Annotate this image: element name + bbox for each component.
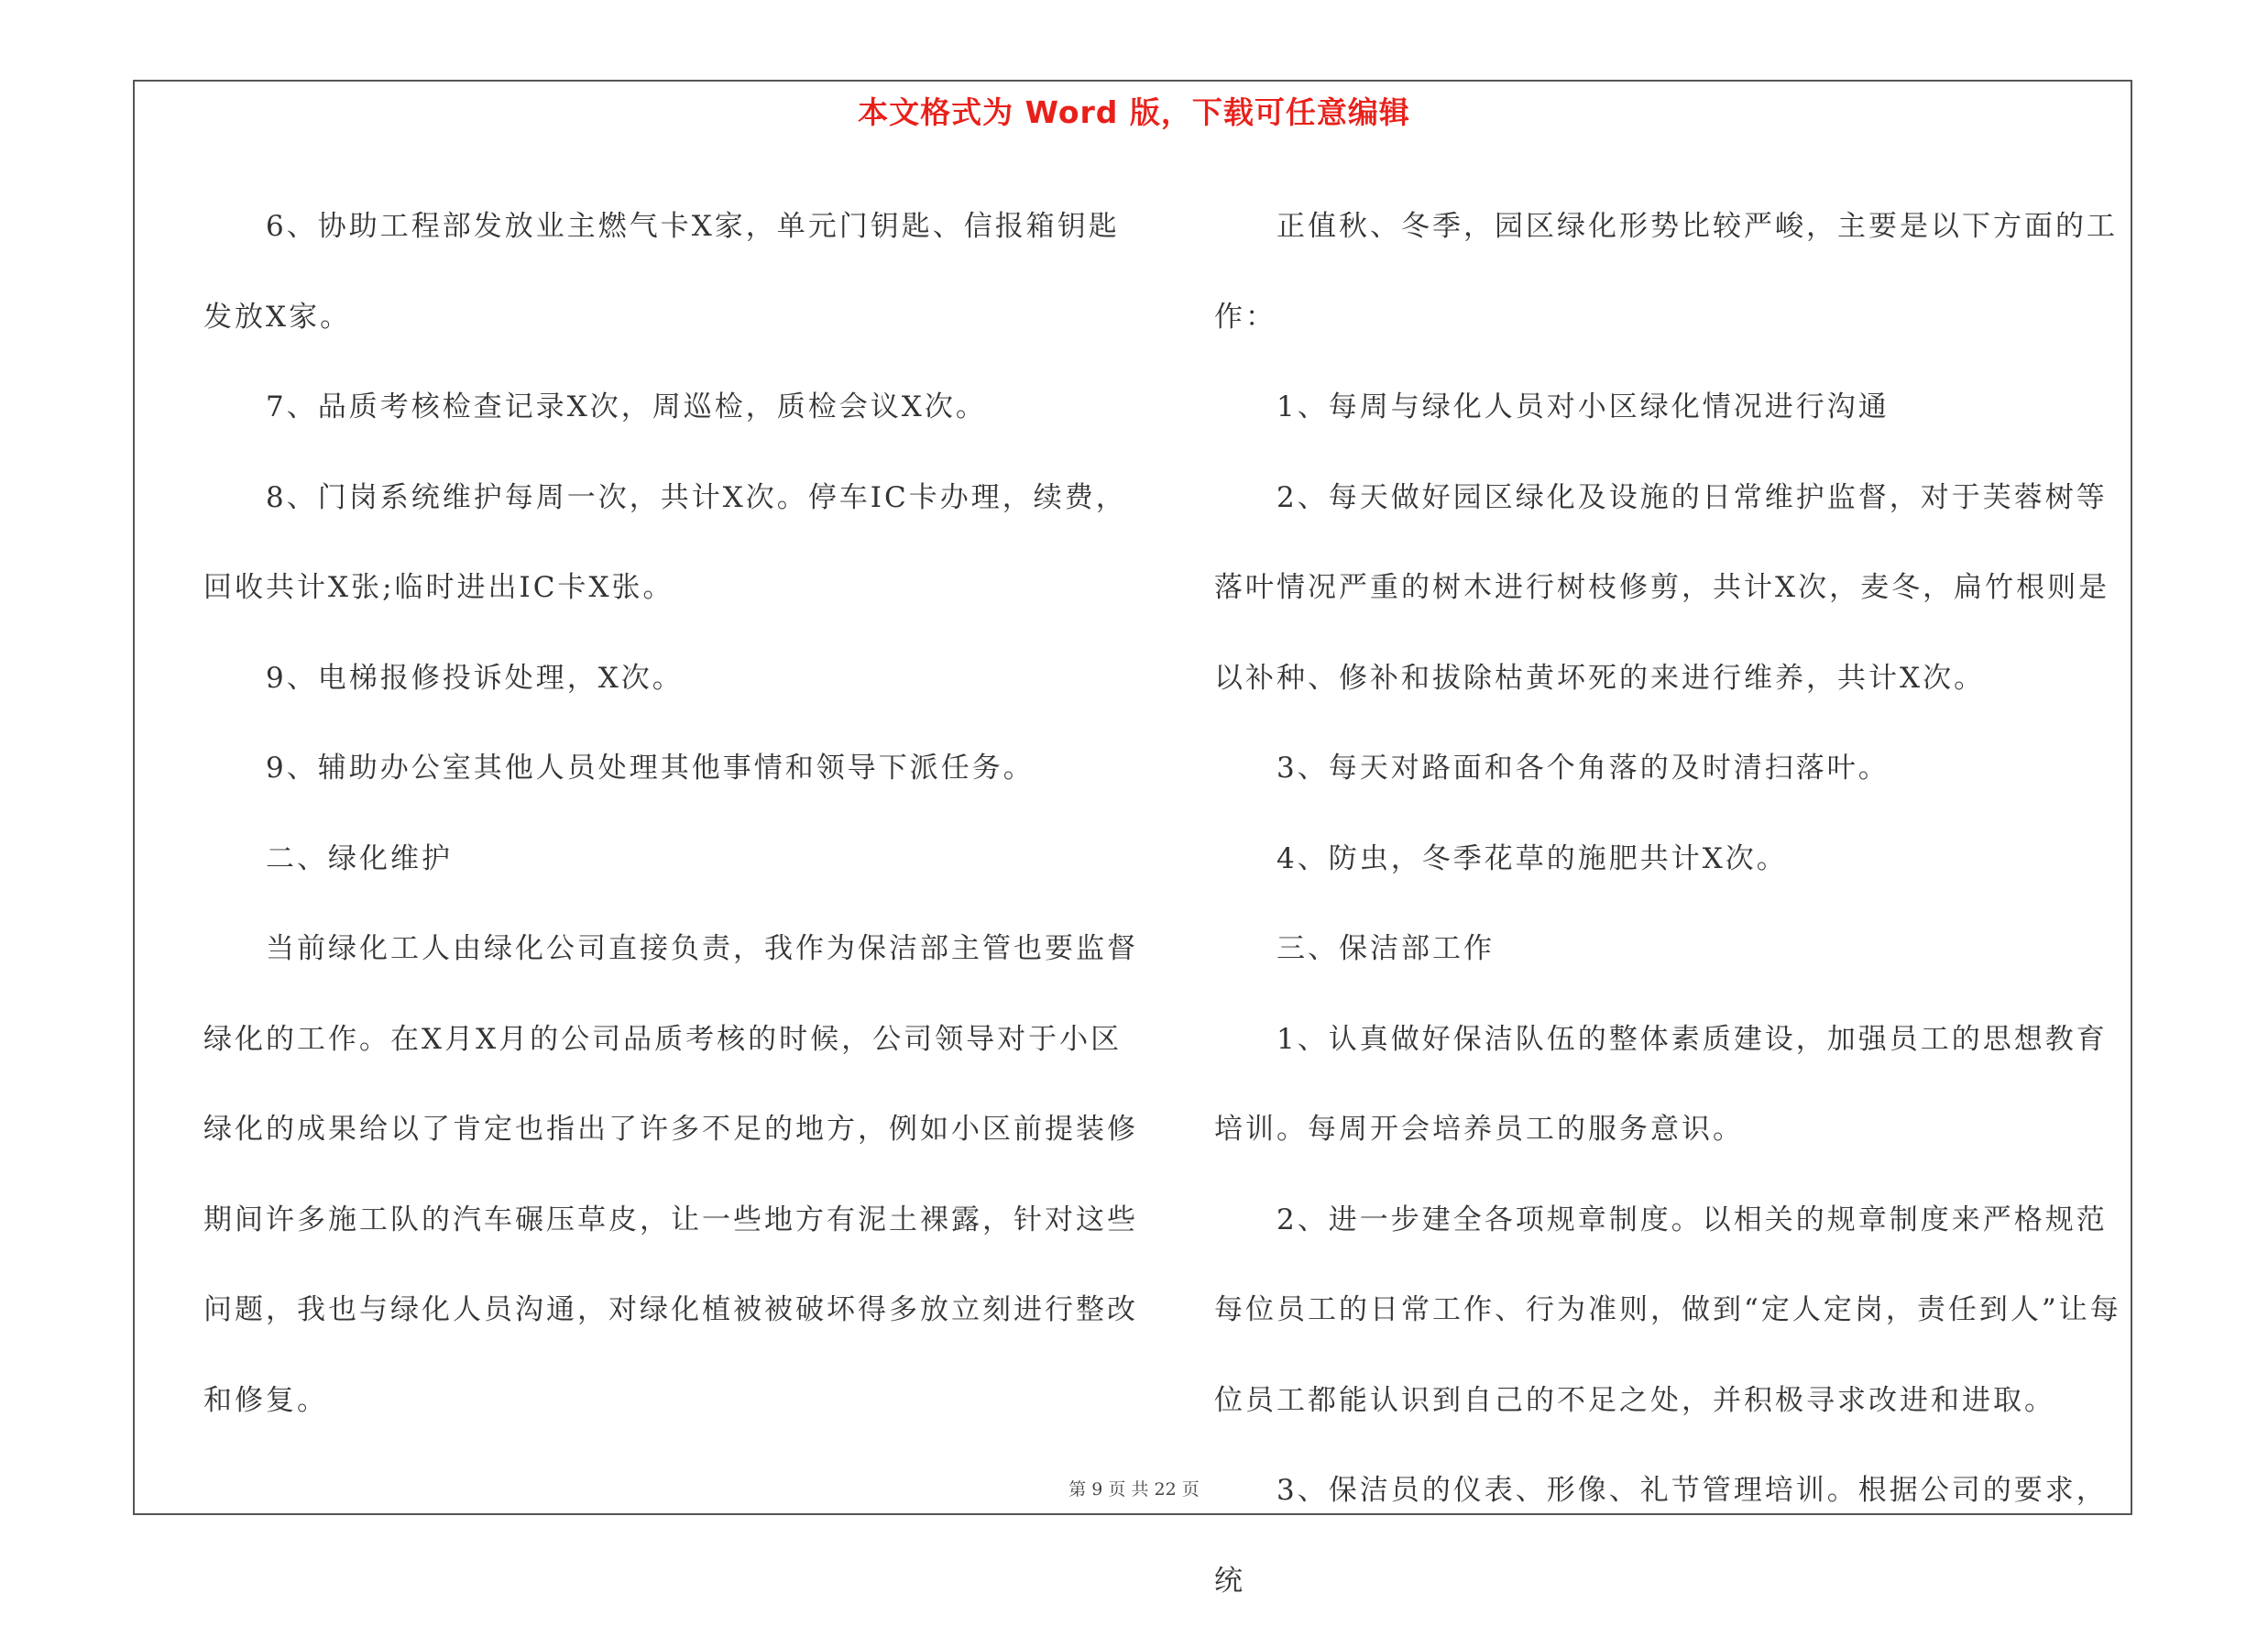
paragraph: 当前绿化工人由绿化公司直接负责，我作为保洁部主管也要监督绿化的工作。在X月X月的公司品质考核的时候，公司领导对于小区绿化的成果给以了肯定也指出了许多不足的地方，例如小区前提装修期间许多施工队的汽车碾压草皮，让一些地方有泥土裸露，针对这些问题，我也与绿化人员沟通，对绿化植被被破坏得多放立刻进行整改和修复。 [203,932,1138,1417]
paragraph: 7、品质考核检查记录X次，周巡检，质检会议X次。 [266,390,987,423]
paragraph: 正值秋、冬季，园区绿化形势比较严峻，主要是以下方面的工作： [1214,210,2118,334]
paragraph: 3、保洁员的仪表、形像、礼节管理培训。根据公司的要求，统 [1214,1474,2108,1598]
paragraph: 9、电梯报修投诉处理，X次。 [266,661,684,695]
paragraph: 4、防虫，冬季花草的施肥共计X次。 [1276,841,1788,875]
paragraph: 8、门岗系统维护每周一次，共计X次。停车IC卡办理，续费，回收共计X张;临时进出IC卡X张。 [203,480,1127,604]
paragraph: 2、每天做好园区绿化及设施的日常维护监督，对于芙蓉树等落叶情况严重的树木进行树枝修剪，共计X次，麦冬，扁竹根则是以补种、修补和拔除枯黄坏死的来进行维养，共计X次。 [1214,480,2110,695]
paragraph: 1、认真做好保洁队伍的整体素质建设，加强员工的思想教育培训。每周开会培养员工的服务意识。 [1214,1022,2108,1146]
header-banner: 本文格式为 Word 版，下载可任意编辑 [858,94,1410,130]
paragraph: 1、每周与绿化人员对小区绿化情况进行沟通 [1276,390,1890,423]
paragraph: 9、辅助办公室其他人员处理其他事情和领导下派任务。 [266,752,1035,785]
paragraph: 3、每天对路面和各个角落的及时清扫落叶。 [1276,752,1890,785]
page-number: 第 9 页 共 22 页 [1068,1479,1200,1500]
left-column [203,181,1138,1445]
section-heading: 三、保洁部工作 [1276,932,1495,965]
right-column [1214,181,2121,1626]
paragraph: 2、进一步建全各项规章制度。以相关的规章制度来严格规范每位员工的日常工作、行为准则，做到“定人定岗，责任到人”让每位员工都能认识到自己的不足之处，并积极寻求改进和进取。 [1214,1203,2121,1417]
section-heading: 二、绿化维护 [266,841,453,875]
paragraph: 6、协助工程部发放业主燃气卡X家，单元门钥匙、信报箱钥匙发放X家。 [203,210,1120,334]
